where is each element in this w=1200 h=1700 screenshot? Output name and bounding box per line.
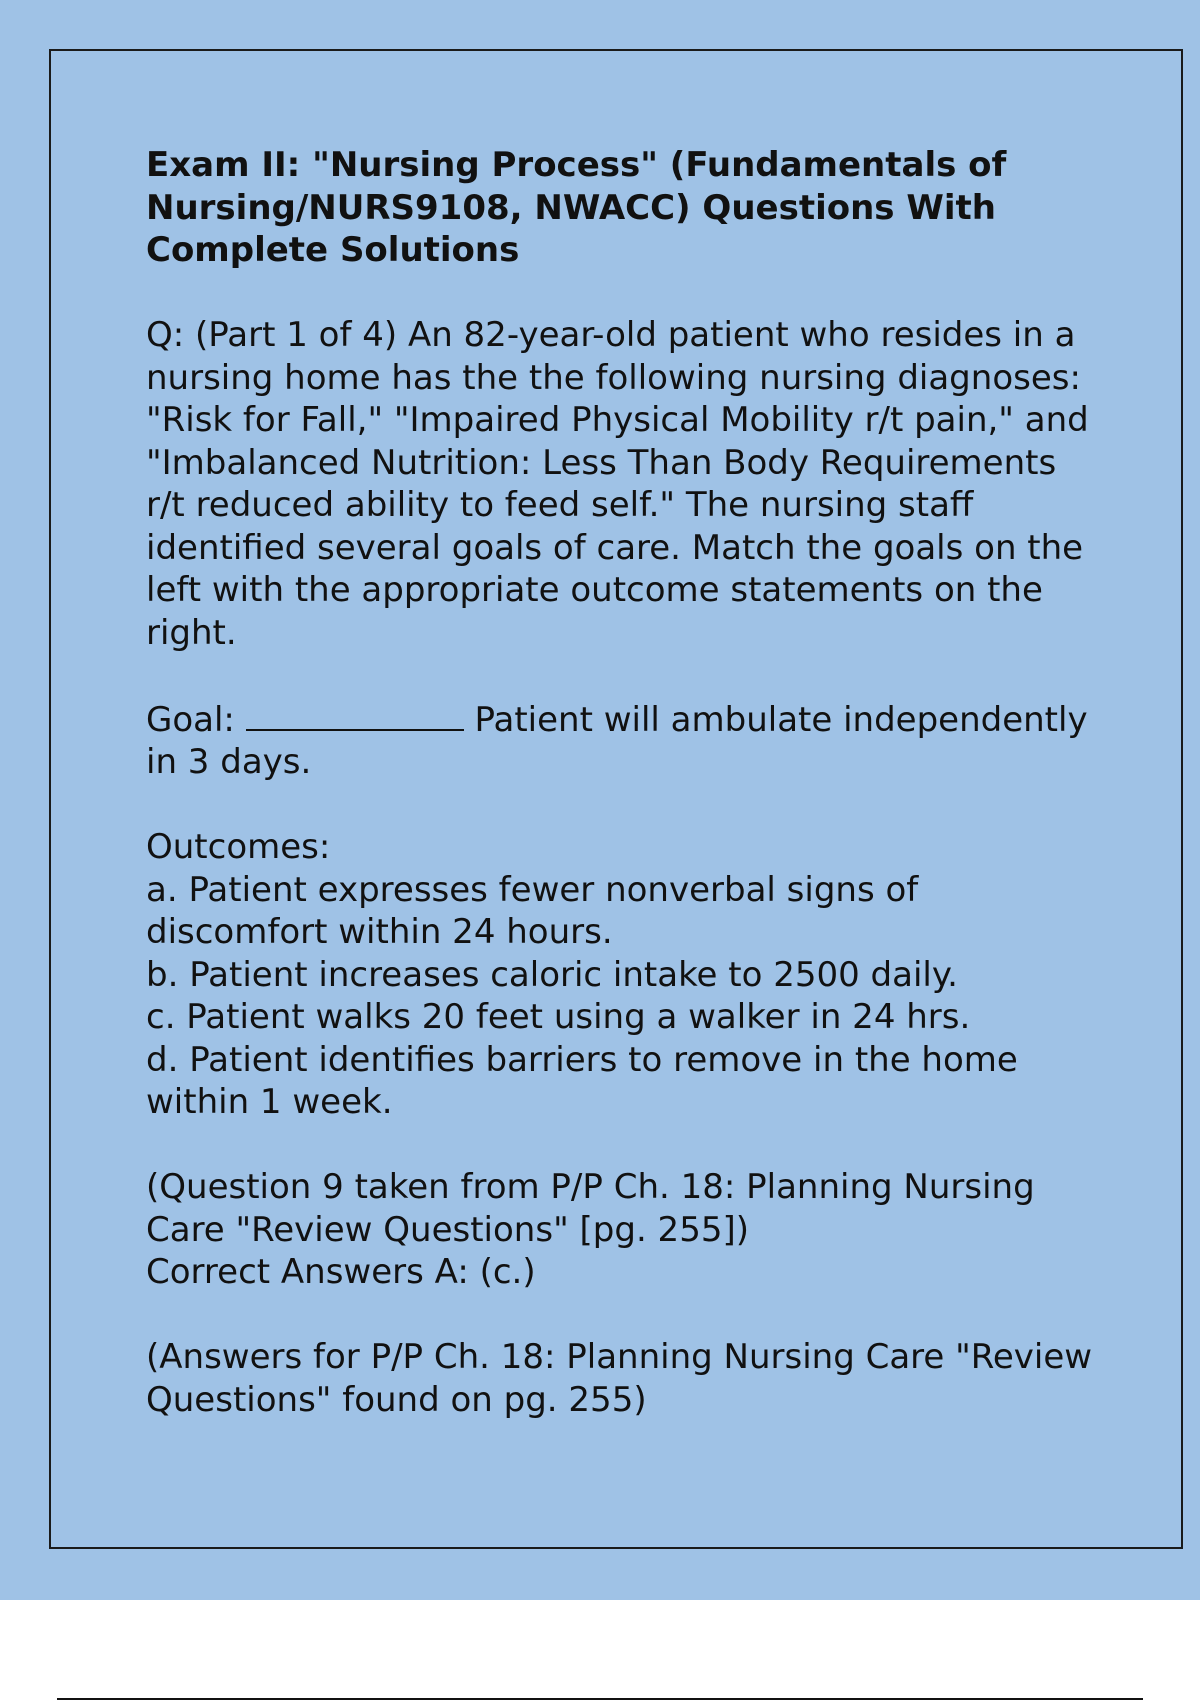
- spacer: [146, 654, 1096, 697]
- answers-note: (Answers for P/P Ch. 18: Planning Nursing Care "Review Questions" found on pg. 255): [146, 1337, 1093, 1420]
- correct-answer: Correct Answers A: (c.): [146, 1252, 536, 1292]
- outcome-item-b: b. Patient increases caloric intake to 2500 daily.: [146, 954, 958, 995]
- goal-text: Patient will ambulate independently in 3 days.: [146, 699, 1088, 782]
- outcome-item-d: d. Patient identifies barriers to remove in the home within 1 week.: [146, 1039, 1018, 1122]
- document-title: Exam II: "Nursing Process" (Fundamentals of Nursing/NURS9108, NWACC) Questions With Complete Solutions: [146, 145, 1007, 270]
- outcome-item-a: a. Patient expresses fewer nonverbal signs of discomfort within 24 hours.: [146, 869, 919, 952]
- goal-line: [146, 697, 1096, 784]
- spacer: [146, 1124, 1096, 1167]
- spacer: [146, 784, 1096, 827]
- document-content: [146, 144, 1096, 1421]
- goal-label: Goal:: [146, 699, 235, 740]
- answer-blank: [246, 697, 464, 731]
- source-note: (Question 9 taken from P/P Ch. 18: Planning Nursing Care "Review Questions" [pg. 255]): [146, 1167, 1035, 1250]
- spacer: [146, 1294, 1096, 1337]
- question-text: Q: (Part 1 of 4) An 82-year-old patient who resides in a nursing home has the the following nursing diagnoses: "Risk for Fall," "Impaired Physical Mobility r/t pain," and "Imbalanced Nutrition: Less Than Body Requirements r/t reduced ability to feed self." The nursing staff identified several goals of care. Match the goals on the left with the appropriate outcome statements on the right.: [146, 315, 1089, 653]
- spacer: [146, 272, 1096, 315]
- outcomes-heading: Outcomes:: [146, 827, 331, 867]
- outcome-item-c: c. Patient walks 20 feet using a walker in 24 hrs.: [146, 997, 971, 1037]
